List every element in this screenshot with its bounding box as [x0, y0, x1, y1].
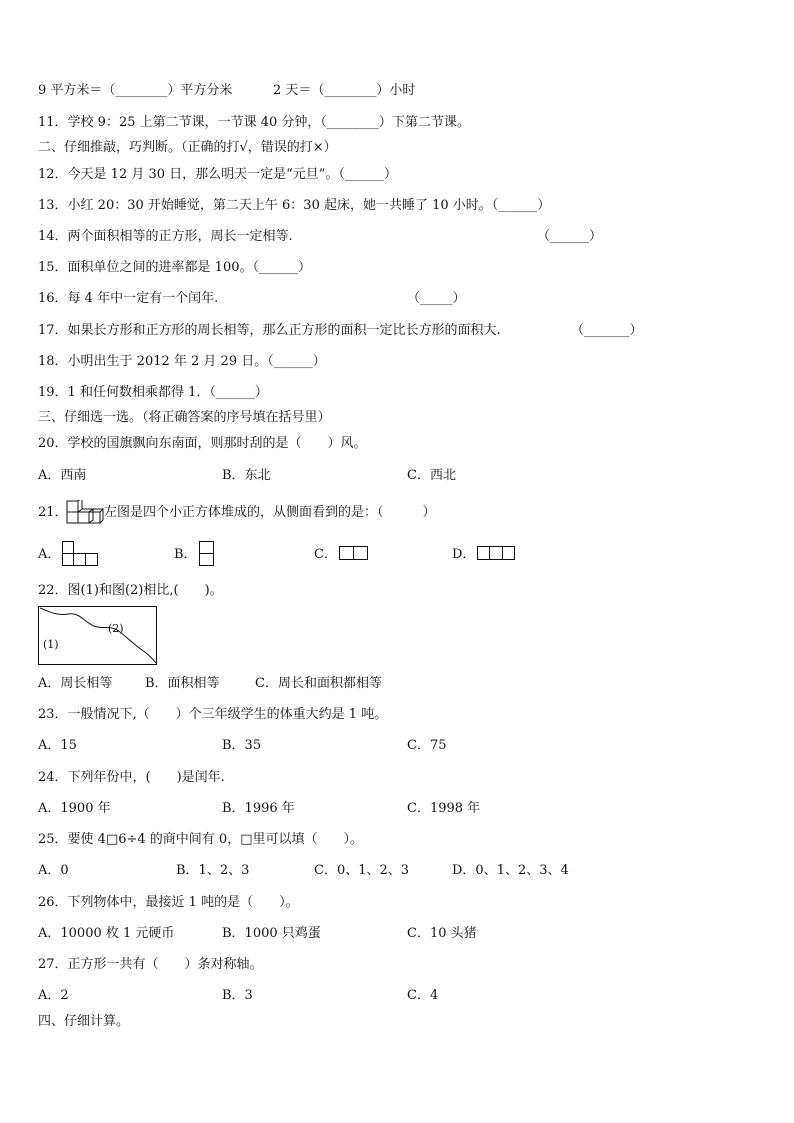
q26-option-a: A．10000 枚 1 元硬币 [38, 926, 175, 941]
q21-option-d-figure [477, 546, 517, 561]
q20-option-c: C．西北 [407, 468, 456, 483]
q23-option-c: C．75 [407, 738, 447, 753]
q24-option-b: B．1996 年 [222, 801, 295, 816]
q21-option-b-figure [199, 541, 215, 566]
q9-part-a: 9 平方米＝（________）平方分米 [38, 83, 233, 98]
question-12: 12．今天是 12 月 30 日，那么明天一定是“元旦”。（______） [38, 167, 397, 182]
question-25: 25．要使 4□6÷4 的商中间有 0，□里可以填（ ）。 [38, 832, 363, 847]
section-3-title: 三、仔细选一选。（将正确答案的序号填在括号里） [38, 410, 331, 425]
question-13: 13．小红 20：30 开始睡觉，第二天上午 6：30 起床，她一共睡了 10 小时。（______） [38, 198, 551, 213]
q24-option-c: C．1998 年 [407, 801, 481, 816]
q25-option-b: B．1、2、3 [176, 863, 250, 878]
q21-option-c-label: C． [314, 547, 337, 562]
q20-option-b: B．东北 [222, 468, 271, 483]
q25-option-c: C．0、1、2、3 [314, 863, 410, 878]
question-21: 左图是四个小正方体堆成的，从侧面看到的是：（ ） [104, 505, 436, 520]
q21-option-b-label: B． [174, 547, 197, 562]
question-19: 19．1 和任何数相乘都得 1．（______） [38, 385, 268, 400]
question-24: 24．下列年份中，( )是闰年. [38, 770, 225, 785]
q21-option-c-figure [339, 546, 369, 561]
q25-option-a: A．0 [38, 863, 69, 878]
q20-option-a: A．西南 [38, 468, 87, 483]
q9-part-b: 2 天＝（________）小时 [273, 83, 416, 98]
q26-option-b: B．1000 只鸡蛋 [222, 926, 321, 941]
question-17: 17．如果长方形和正方形的周长相等，那么正方形的面积一定比长方形的面积大. [38, 323, 501, 338]
question-9 [38, 83, 232, 99]
q22-option-b: B．面积相等 [145, 676, 220, 691]
question-18: 18．小明出生于 2012 年 2 月 29 日。（______） [38, 354, 326, 369]
question-26: 26．下列物体中，最接近 1 吨的是（ ）。 [38, 895, 299, 910]
q21-number: 21． [38, 505, 68, 520]
section-2-title: 二、仔细推敲，巧判断。（正确的打√，错误的打×） [38, 140, 337, 155]
q21-option-a-figure [62, 541, 100, 566]
q17-answer-blank: （_______） [571, 323, 643, 338]
q16-answer-blank: （_____） [407, 291, 466, 306]
q22-figure [38, 606, 158, 666]
question-16: 16．每 4 年中一定有一个闰年. [38, 291, 219, 306]
question-11: 11．学校 9：25 上第二节课，一节课 40 分钟，（________）下第二节课。 [38, 115, 470, 130]
q21-cube-stack-figure [66, 500, 104, 524]
q22-option-a: A．周长相等 [38, 676, 113, 691]
q27-option-a: A．2 [38, 988, 69, 1003]
q22-region-2-label: (2) [108, 622, 124, 635]
question-15: 15．面积单位之间的进率都是 100。（______） [38, 260, 311, 275]
q25-option-d: D．0、1、2、3、4 [452, 863, 569, 878]
q21-option-a-label: A． [38, 547, 61, 562]
q27-option-b: B．3 [222, 988, 253, 1003]
q27-option-c: C．4 [407, 988, 439, 1003]
q23-option-a: A．15 [38, 738, 77, 753]
q14-answer-blank: （______） [537, 229, 603, 244]
q22-region-1-label: (1) [43, 638, 59, 651]
question-23: 23．一般情况下,（ ）个三年级学生的体重大约是 1 吨。 [38, 707, 388, 722]
question-20: 20．学校的国旗飘向东南面，则那时刮的是（ ）风。 [38, 436, 367, 451]
question-14: 14．两个面积相等的正方形，周长一定相等. [38, 229, 293, 244]
question-22: 22．图(1)和图(2)相比,( )。 [38, 583, 223, 598]
q26-option-c: C．10 头猪 [407, 926, 477, 941]
q24-option-a: A．1900 年 [38, 801, 111, 816]
section-4-title: 四、仔细计算。 [38, 1014, 130, 1029]
q23-option-b: B．35 [222, 738, 262, 753]
q22-option-c: C．周长和面积都相等 [255, 676, 382, 691]
question-27: 27．正方形一共有（ ）条对称轴。 [38, 957, 263, 972]
q21-option-d-label: D． [452, 547, 476, 562]
